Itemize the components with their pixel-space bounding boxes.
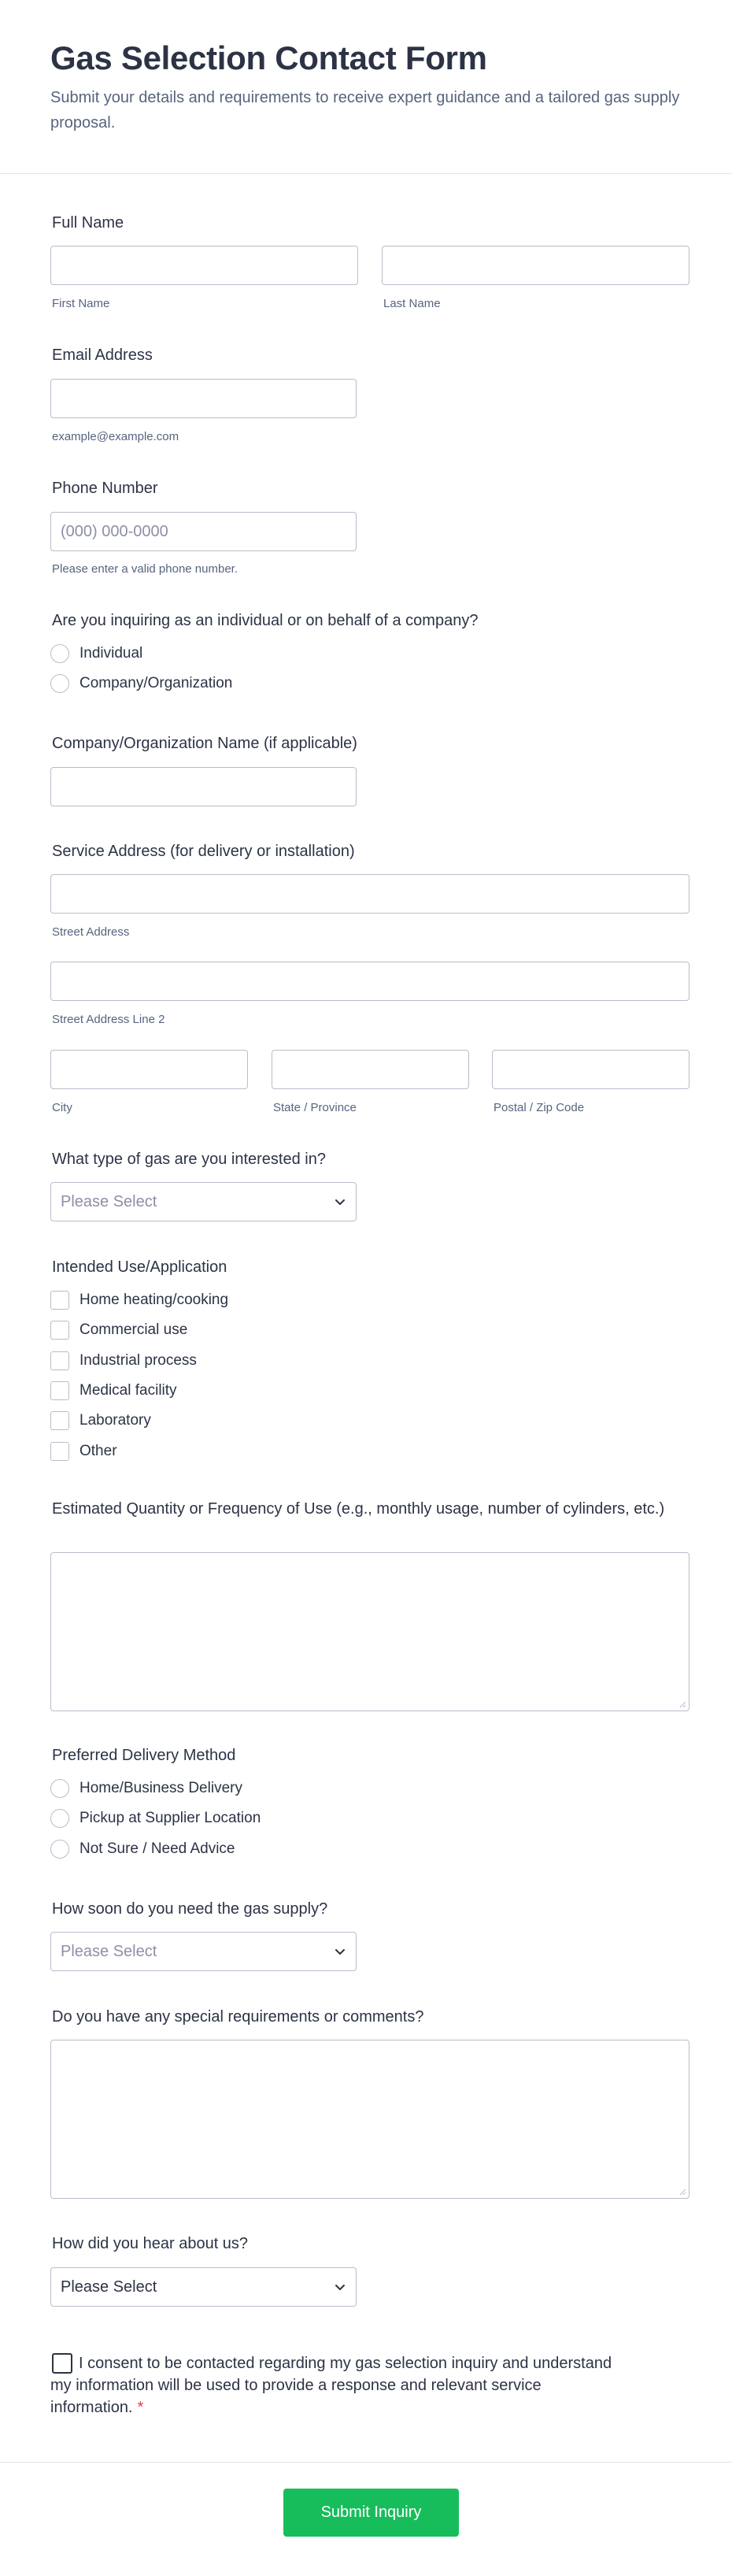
required-asterisk: *: [137, 2399, 144, 2416]
radio-pickup[interactable]: [50, 1809, 69, 1828]
company-input[interactable]: [50, 767, 357, 806]
checkbox-home-heating[interactable]: [50, 1291, 69, 1310]
resize-grip-icon[interactable]: [678, 2188, 686, 2196]
checkbox-laboratory[interactable]: [50, 1411, 69, 1430]
first-name-input[interactable]: [50, 246, 358, 285]
chevron-down-icon: [334, 1945, 346, 1958]
radio-company-label[interactable]: Company/Organization: [79, 675, 233, 691]
street-address-sublabel: Street Address: [52, 925, 130, 939]
checkbox-medical-label[interactable]: Medical facility: [79, 1382, 177, 1399]
street-address-line2-sublabel: Street Address Line 2: [52, 1013, 165, 1026]
checkbox-industrial-label[interactable]: Industrial process: [79, 1352, 197, 1369]
radio-individual-label[interactable]: Individual: [79, 645, 143, 662]
form-subtitle: Submit your details and requirements to receive expert guidance and a tailored gas supply proposal.: [50, 89, 680, 132]
email-input[interactable]: [50, 379, 357, 418]
checkbox-other-label[interactable]: Other: [79, 1443, 117, 1459]
gas-type-label: What type of gas are you interested in?: [52, 1151, 326, 1168]
phone-label: Phone Number: [52, 480, 158, 497]
intended-use-label: Intended Use/Application: [52, 1258, 227, 1276]
timing-label: How soon do you need the gas supply?: [52, 1900, 328, 1918]
gas-type-value: Please Select: [61, 1193, 157, 1210]
radio-not-sure[interactable]: [50, 1840, 69, 1859]
street-address-input[interactable]: [50, 874, 689, 914]
header-divider: [0, 173, 732, 174]
form-title: Gas Selection Contact Form: [50, 39, 487, 76]
city-sublabel: City: [52, 1101, 72, 1114]
full-name-label: Full Name: [52, 214, 124, 232]
referral-label: How did you hear about us?: [52, 2235, 249, 2252]
quantity-textarea[interactable]: [50, 1552, 689, 1711]
consent-label[interactable]: I consent to be contacted regarding my gas selection inquiry and understand my information will be used to provide a response and relevant service information.: [50, 2355, 612, 2416]
timing-select[interactable]: [50, 1932, 357, 1971]
first-name-sublabel: First Name: [52, 297, 110, 310]
company-label: Company/Organization Name (if applicable): [52, 735, 357, 752]
checkbox-medical[interactable]: [50, 1381, 69, 1400]
radio-company[interactable]: [50, 674, 69, 693]
quantity-label: Estimated Quantity or Frequency of Use (e.g., monthly usage, number of cylinders, etc.): [52, 1500, 665, 1518]
consent-checkbox[interactable]: [52, 2353, 72, 2374]
radio-pickup-label[interactable]: Pickup at Supplier Location: [79, 1810, 261, 1826]
inquiry-type-label: Are you inquiring as an individual or on behalf of a company?: [52, 612, 479, 629]
email-sublabel: example@example.com: [52, 430, 179, 443]
street-address-line2-input[interactable]: [50, 962, 689, 1001]
comments-label: Do you have any special requirements or comments?: [52, 2008, 424, 2026]
resize-grip-icon[interactable]: [678, 1700, 686, 1708]
phone-sublabel: Please enter a valid phone number.: [52, 562, 238, 576]
referral-value: Please Select: [61, 2278, 157, 2296]
checkbox-industrial[interactable]: [50, 1351, 69, 1370]
gas-type-select[interactable]: [50, 1182, 357, 1221]
radio-not-sure-label[interactable]: Not Sure / Need Advice: [79, 1840, 235, 1857]
checkbox-laboratory-label[interactable]: Laboratory: [79, 1412, 151, 1429]
last-name-input[interactable]: [382, 246, 689, 285]
chevron-down-icon: [334, 2281, 346, 2293]
zip-sublabel: Postal / Zip Code: [494, 1101, 585, 1114]
consent-text: [50, 2352, 617, 2418]
city-input[interactable]: [50, 1050, 248, 1089]
phone-input[interactable]: (000) 000-0000: [50, 512, 357, 551]
radio-home-delivery[interactable]: [50, 1779, 69, 1798]
comments-textarea[interactable]: [50, 2040, 689, 2199]
radio-individual[interactable]: [50, 644, 69, 663]
checkbox-commercial[interactable]: [50, 1321, 69, 1340]
state-sublabel: State / Province: [273, 1101, 357, 1114]
referral-select[interactable]: [50, 2267, 357, 2307]
zip-input[interactable]: [492, 1050, 689, 1089]
chevron-down-icon: [334, 1195, 346, 1208]
checkbox-commercial-label[interactable]: Commercial use: [79, 1321, 188, 1338]
state-input[interactable]: [272, 1050, 469, 1089]
delivery-label: Preferred Delivery Method: [52, 1747, 236, 1764]
radio-home-delivery-label[interactable]: Home/Business Delivery: [79, 1780, 242, 1796]
address-label: Service Address (for delivery or installation): [52, 843, 355, 860]
submit-button[interactable]: Submit Inquiry: [283, 2489, 459, 2537]
last-name-sublabel: Last Name: [383, 297, 441, 310]
timing-value: Please Select: [61, 1943, 157, 1960]
footer-divider: [0, 2462, 732, 2463]
checkbox-home-heating-label[interactable]: Home heating/cooking: [79, 1292, 229, 1308]
checkbox-other[interactable]: [50, 1442, 69, 1461]
email-label: Email Address: [52, 347, 153, 364]
